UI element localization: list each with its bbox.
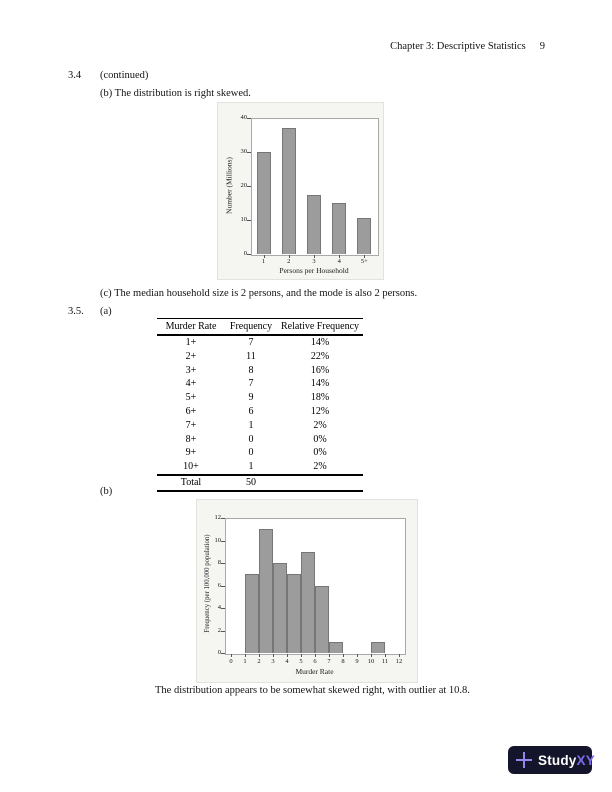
table-cell: 7+ bbox=[185, 419, 197, 431]
table-header-row bbox=[157, 319, 363, 336]
x-tick-mark bbox=[301, 654, 302, 657]
table-cell: 16% bbox=[310, 364, 330, 376]
table-row bbox=[157, 364, 363, 378]
table-cell: 0 bbox=[248, 447, 254, 459]
table-row bbox=[157, 433, 363, 447]
table-cell: 7 bbox=[248, 378, 254, 390]
brand-primary: Study bbox=[538, 752, 577, 768]
bar bbox=[273, 563, 287, 653]
x-tick-label: 3 bbox=[312, 258, 316, 265]
table-cell: 7 bbox=[248, 337, 254, 348]
murder-rate-frequency-table bbox=[157, 318, 363, 492]
table-cell: 3+ bbox=[185, 364, 197, 376]
y-tick-mark bbox=[221, 608, 225, 609]
y-tick-label: 8 bbox=[217, 559, 221, 566]
x-tick-label: 5+ bbox=[360, 258, 368, 265]
x-tick-label: 11 bbox=[381, 658, 389, 665]
table-row bbox=[157, 377, 363, 391]
part-b-label: (b) bbox=[100, 486, 113, 497]
murder-rate-histogram bbox=[196, 499, 418, 683]
table-row bbox=[157, 446, 363, 460]
table-row bbox=[157, 419, 363, 433]
y-axis-title: Frequency (per 100,000 population) bbox=[204, 534, 211, 633]
y-tick-label: 6 bbox=[217, 581, 221, 589]
part-c-text: (c) The median household size is 2 persons, and the mode is also 2 persons. bbox=[100, 288, 418, 299]
y-tick-label: 20 bbox=[240, 182, 247, 189]
bar bbox=[315, 586, 329, 654]
y-tick-label: 12 bbox=[214, 514, 221, 521]
y-tick-label: 2 bbox=[217, 626, 221, 634]
x-tick-mark bbox=[314, 255, 315, 258]
x-tick-label: 0 bbox=[229, 658, 233, 665]
x-tick-mark bbox=[364, 255, 365, 258]
total-relative bbox=[277, 475, 363, 491]
table-cell: 1+ bbox=[185, 337, 197, 348]
x-tick-label: 9 bbox=[355, 658, 359, 665]
conclusion-text: The distribution appears to be somewhat skewed right, with outlier at 10.8. bbox=[155, 685, 470, 696]
x-tick-mark bbox=[231, 654, 232, 657]
x-tick-label: 5 bbox=[299, 658, 303, 665]
x-tick-label: 1 bbox=[261, 258, 266, 265]
y-tick-mark bbox=[221, 518, 225, 519]
table-cell: 0% bbox=[313, 433, 327, 445]
table-cell: 1 bbox=[248, 461, 254, 473]
brand-accent: XY bbox=[576, 752, 595, 768]
x-tick-mark bbox=[287, 654, 288, 657]
y-tick-label: 10 bbox=[214, 536, 221, 544]
problem-number: 3.4 bbox=[68, 70, 82, 81]
y-tick-label: 10 bbox=[240, 216, 247, 223]
bar bbox=[259, 529, 273, 653]
x-tick-mark bbox=[343, 654, 344, 657]
table-row bbox=[157, 350, 363, 364]
x-tick-label: 4 bbox=[337, 258, 341, 265]
x-tick-label: 1 bbox=[243, 658, 247, 665]
x-tick-mark bbox=[399, 654, 400, 657]
bar bbox=[332, 203, 346, 254]
y-tick-mark bbox=[247, 118, 251, 119]
total-frequency: 50 bbox=[225, 475, 277, 491]
y-tick-mark bbox=[221, 631, 225, 632]
x-tick-mark bbox=[245, 654, 246, 657]
x-tick-mark bbox=[264, 255, 265, 258]
table-cell: 9 bbox=[248, 392, 254, 404]
bar bbox=[245, 574, 259, 653]
x-tick-label: 6 bbox=[313, 658, 317, 665]
y-tick-mark bbox=[247, 220, 251, 221]
bar bbox=[307, 195, 321, 255]
x-tick-mark bbox=[329, 654, 330, 657]
table-cell: 1 bbox=[248, 419, 254, 431]
table-cell: 8+ bbox=[185, 433, 197, 445]
chapter-title: Chapter 3: Descriptive Statistics bbox=[390, 41, 526, 52]
x-tick-mark bbox=[339, 255, 340, 258]
column-header: Frequency bbox=[225, 319, 277, 336]
y-tick-mark bbox=[247, 152, 251, 153]
y-tick-label: 4 bbox=[217, 604, 221, 611]
x-tick-label: 12 bbox=[395, 658, 403, 665]
x-tick-label: 2 bbox=[257, 658, 261, 665]
table-cell: 11 bbox=[246, 350, 256, 362]
x-tick-mark bbox=[289, 255, 290, 258]
page-header bbox=[390, 41, 545, 52]
part-a-label: (a) bbox=[100, 306, 112, 317]
y-tick-label: 40 bbox=[240, 114, 247, 121]
brand-text bbox=[538, 753, 595, 768]
table-row bbox=[157, 335, 363, 350]
x-tick-label: 3 bbox=[271, 658, 275, 665]
table-cell: 2% bbox=[313, 461, 327, 473]
y-tick-mark bbox=[221, 653, 225, 654]
y-tick-label: 30 bbox=[240, 148, 247, 155]
y-tick-label: 0 bbox=[217, 649, 221, 656]
table-row bbox=[157, 391, 363, 405]
total-label: Total bbox=[157, 475, 225, 491]
y-tick-label: 0 bbox=[243, 250, 247, 257]
x-tick-mark bbox=[259, 654, 260, 657]
households-bar-chart bbox=[217, 102, 384, 280]
table-cell: 14% bbox=[310, 378, 330, 390]
table-cell: 2+ bbox=[185, 350, 197, 362]
y-tick-mark bbox=[221, 563, 225, 564]
y-tick-mark bbox=[221, 586, 225, 587]
table-cell: 6+ bbox=[185, 405, 197, 417]
table-cell: 5+ bbox=[185, 392, 197, 404]
table-row bbox=[157, 460, 363, 475]
bar bbox=[371, 642, 385, 653]
table-cell: 8 bbox=[248, 364, 254, 376]
plus-icon bbox=[515, 751, 533, 769]
problem-3-4-line bbox=[68, 70, 148, 81]
table-cell: 10+ bbox=[183, 461, 199, 473]
x-tick-label: 8 bbox=[341, 658, 345, 665]
table-cell: 2% bbox=[313, 419, 327, 431]
x-tick-label: 7 bbox=[327, 658, 331, 665]
problem-3-5-line bbox=[68, 306, 112, 317]
y-tick-mark bbox=[221, 541, 225, 542]
bar bbox=[257, 152, 271, 254]
y-tick-mark bbox=[247, 186, 251, 187]
x-tick-mark bbox=[385, 654, 386, 657]
part-b-text: (b) The distribution is right skewed. bbox=[100, 88, 251, 99]
table-cell: 14% bbox=[310, 337, 330, 348]
studyxy-logo bbox=[508, 746, 595, 774]
x-axis-title: Murder Rate bbox=[295, 667, 334, 676]
table-cell: 22% bbox=[310, 350, 330, 362]
bar bbox=[287, 574, 301, 653]
x-tick-mark bbox=[357, 654, 358, 657]
x-tick-mark bbox=[315, 654, 316, 657]
column-header: Murder Rate bbox=[157, 319, 225, 336]
table-cell: 0 bbox=[248, 433, 254, 445]
y-tick-mark bbox=[247, 254, 251, 255]
y-axis-title: Number (Millions) bbox=[224, 157, 234, 214]
x-axis-title: Persons per Household bbox=[279, 266, 349, 275]
table-body bbox=[157, 335, 363, 475]
x-tick-label: 10 bbox=[367, 658, 375, 665]
table-cell: 9+ bbox=[185, 447, 197, 459]
table-cell: 0% bbox=[313, 447, 327, 459]
bar bbox=[301, 552, 315, 653]
x-tick-label: 4 bbox=[285, 658, 289, 665]
continued-label: (continued) bbox=[100, 70, 149, 81]
x-tick-label: 2 bbox=[287, 258, 291, 265]
table-cell: 18% bbox=[310, 392, 330, 404]
table-total-row bbox=[157, 475, 363, 491]
x-tick-mark bbox=[371, 654, 372, 657]
table-cell: 12% bbox=[310, 405, 330, 417]
table-cell: 4+ bbox=[185, 378, 197, 390]
problem-number: 3.5. bbox=[68, 306, 84, 317]
bar bbox=[282, 128, 296, 254]
table-row bbox=[157, 405, 363, 419]
bar bbox=[329, 642, 343, 653]
column-header: Relative Frequency bbox=[277, 319, 363, 336]
bar bbox=[357, 218, 371, 254]
table-cell: 6 bbox=[248, 405, 254, 417]
page-number: 9 bbox=[539, 41, 545, 52]
x-tick-mark bbox=[273, 654, 274, 657]
